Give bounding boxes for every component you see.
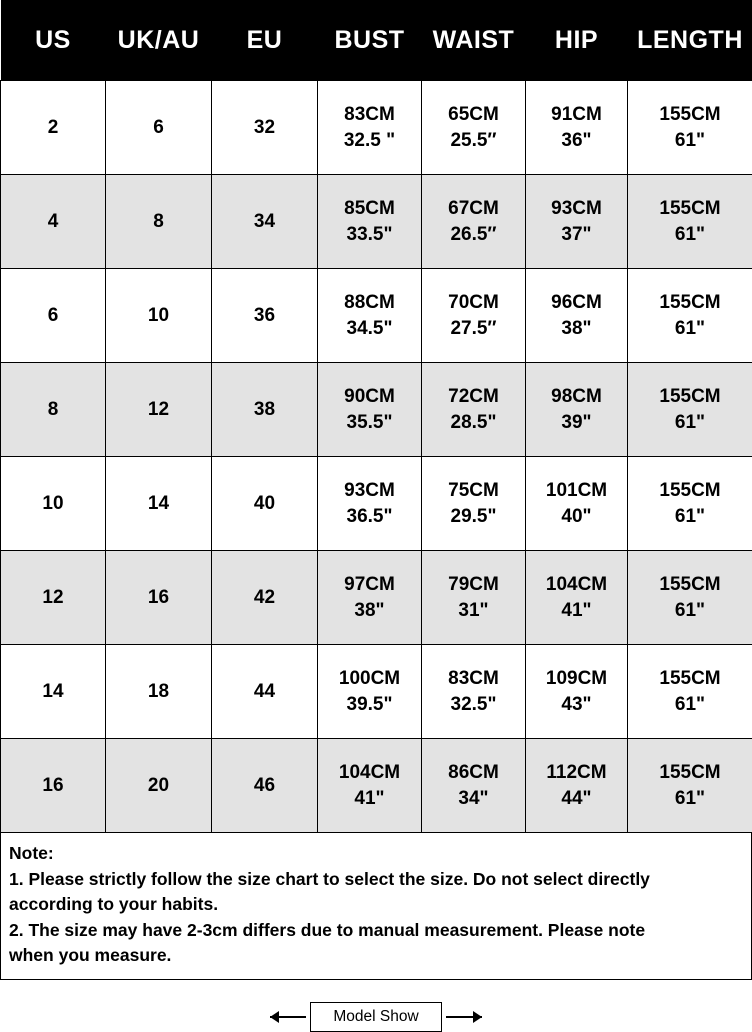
cell-bust [318,363,422,457]
cell-eu: 38 [212,363,318,457]
cell-hip-cm: 96CM [526,290,627,316]
cell-hip-in: 39" [526,410,627,436]
cell-waist [422,363,526,457]
cell-ukau: 18 [106,645,212,739]
note-line-1-cont: according to your habits. [9,892,745,918]
cell-waist-in: 27.5″ [422,316,525,342]
cell-ukau: 6 [106,81,212,175]
cell-waist [422,457,526,551]
cell-length-in: 61" [628,316,752,342]
model-show-label: Model Show [310,1002,441,1032]
header-row [1,0,752,81]
cell-us: 8 [1,363,106,457]
cell-hip [526,175,628,269]
cell-length-in: 61" [628,504,752,530]
cell-length [628,81,752,175]
cell-length-in: 61" [628,128,752,154]
table-row [1,175,752,269]
cell-bust-cm: 90CM [318,384,421,410]
table-row [1,551,752,645]
cell-hip [526,363,628,457]
cell-bust-cm: 88CM [318,290,421,316]
table-row [1,457,752,551]
cell-length-cm: 155CM [628,478,752,504]
cell-hip [526,551,628,645]
cell-hip-in: 36" [526,128,627,154]
cell-hip [526,269,628,363]
cell-bust [318,739,422,833]
cell-us: 2 [1,81,106,175]
note-line-1: 1. Please strictly follow the size chart to select the size. Do not select directly [9,867,745,893]
cell-waist-in: 32.5" [422,692,525,718]
cell-bust [318,81,422,175]
column-header-hip: HIP [526,0,628,81]
cell-ukau: 16 [106,551,212,645]
cell-hip-in: 40" [526,504,627,530]
cell-waist-cm: 65CM [422,102,525,128]
cell-bust [318,551,422,645]
cell-length [628,551,752,645]
cell-us: 12 [1,551,106,645]
note-section [0,833,752,980]
cell-us: 6 [1,269,106,363]
cell-bust [318,457,422,551]
cell-eu: 42 [212,551,318,645]
cell-length-cm: 155CM [628,572,752,598]
cell-bust-cm: 83CM [318,102,421,128]
cell-bust-in: 33.5" [318,222,421,248]
cell-hip-cm: 101CM [526,478,627,504]
column-header-us: US [1,0,106,81]
cell-hip-in: 41" [526,598,627,624]
cell-waist-cm: 67CM [422,196,525,222]
cell-hip-cm: 109CM [526,666,627,692]
cell-length [628,175,752,269]
cell-hip-cm: 104CM [526,572,627,598]
table-row [1,81,752,175]
cell-length-cm: 155CM [628,760,752,786]
cell-eu: 34 [212,175,318,269]
cell-bust [318,645,422,739]
cell-bust-cm: 104CM [318,760,421,786]
cell-waist [422,175,526,269]
cell-hip-in: 38" [526,316,627,342]
arrow-right-icon [446,1010,482,1024]
note-title: Note: [9,841,745,867]
cell-bust-cm: 97CM [318,572,421,598]
cell-eu: 32 [212,81,318,175]
arrow-left-icon [270,1010,306,1024]
cell-waist-cm: 86CM [422,760,525,786]
cell-hip-cm: 112CM [526,760,627,786]
cell-length [628,269,752,363]
cell-hip-cm: 93CM [526,196,627,222]
note-line-2-cont: when you measure. [9,943,745,969]
cell-bust-in: 32.5 " [318,128,421,154]
cell-length-in: 61" [628,692,752,718]
cell-waist-in: 28.5" [422,410,525,436]
cell-bust [318,269,422,363]
cell-bust-in: 41" [318,786,421,812]
cell-eu: 46 [212,739,318,833]
cell-hip-in: 43" [526,692,627,718]
cell-hip [526,645,628,739]
cell-bust-in: 39.5" [318,692,421,718]
cell-waist [422,81,526,175]
cell-hip-cm: 91CM [526,102,627,128]
table-row [1,645,752,739]
cell-bust-cm: 100CM [318,666,421,692]
column-header-eu: EU [212,0,318,81]
column-header-length: LENGTH [628,0,752,81]
cell-hip [526,739,628,833]
cell-ukau: 12 [106,363,212,457]
cell-bust-in: 35.5" [318,410,421,436]
cell-ukau: 8 [106,175,212,269]
cell-eu: 36 [212,269,318,363]
cell-waist-cm: 79CM [422,572,525,598]
cell-bust-in: 38" [318,598,421,624]
cell-waist-in: 25.5″ [422,128,525,154]
cell-waist-cm: 72CM [422,384,525,410]
cell-hip-cm: 98CM [526,384,627,410]
cell-length-cm: 155CM [628,290,752,316]
cell-length-in: 61" [628,410,752,436]
cell-length-cm: 155CM [628,666,752,692]
cell-bust-cm: 93CM [318,478,421,504]
cell-hip [526,457,628,551]
table-header [1,0,752,81]
cell-bust-in: 36.5" [318,504,421,530]
cell-waist-cm: 75CM [422,478,525,504]
cell-waist-in: 31" [422,598,525,624]
cell-waist [422,551,526,645]
cell-length-in: 61" [628,222,752,248]
cell-waist-in: 34" [422,786,525,812]
cell-length-in: 61" [628,786,752,812]
cell-length-cm: 155CM [628,384,752,410]
cell-waist-cm: 83CM [422,666,525,692]
cell-us: 4 [1,175,106,269]
cell-us: 10 [1,457,106,551]
cell-waist-in: 26.5″ [422,222,525,248]
column-header-waist: WAIST [422,0,526,81]
cell-ukau: 14 [106,457,212,551]
cell-us: 16 [1,739,106,833]
cell-length [628,645,752,739]
cell-ukau: 10 [106,269,212,363]
cell-us: 14 [1,645,106,739]
cell-length-cm: 155CM [628,196,752,222]
cell-hip [526,81,628,175]
cell-hip-in: 37" [526,222,627,248]
cell-waist-cm: 70CM [422,290,525,316]
cell-length-in: 61" [628,598,752,624]
cell-length-cm: 155CM [628,102,752,128]
cell-length [628,457,752,551]
cell-eu: 44 [212,645,318,739]
column-header-ukau: UK/AU [106,0,212,81]
table-row [1,363,752,457]
cell-waist [422,269,526,363]
model-show-divider [0,1002,752,1032]
note-line-2: 2. The size may have 2-3cm differs due to manual measurement. Please note [9,918,745,944]
cell-waist [422,739,526,833]
table-row [1,269,752,363]
cell-ukau: 20 [106,739,212,833]
cell-length [628,363,752,457]
cell-length [628,739,752,833]
table-row [1,739,752,833]
column-header-bust: BUST [318,0,422,81]
cell-waist [422,645,526,739]
cell-hip-in: 44" [526,786,627,812]
cell-bust-in: 34.5" [318,316,421,342]
cell-waist-in: 29.5" [422,504,525,530]
cell-eu: 40 [212,457,318,551]
cell-bust-cm: 85CM [318,196,421,222]
cell-bust [318,175,422,269]
table-body [1,81,752,833]
